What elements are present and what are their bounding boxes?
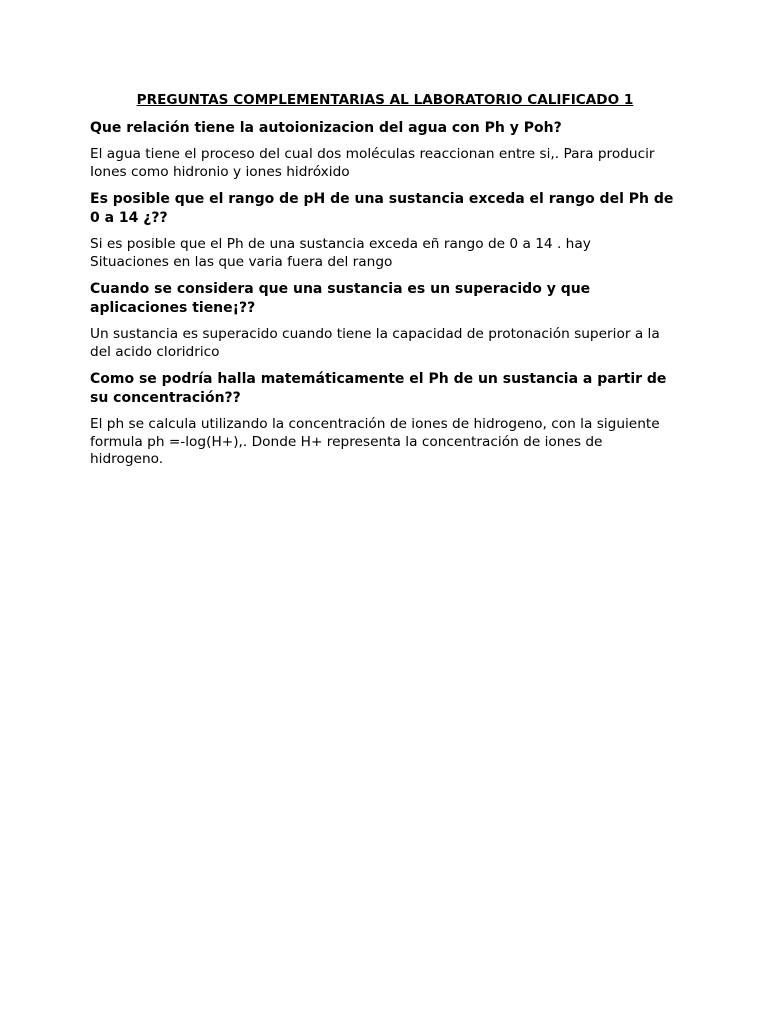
question-heading: Cuando se considera que una sustancia es un superacido y que aplicaciones tiene¡?? [90, 281, 591, 316]
question-heading: Como se podría halla matemáticamente el Ph de un sustancia a partir de su concentración?? [90, 371, 667, 406]
document-body [90, 91, 680, 478]
answer-line: del acido cloridrico [90, 343, 220, 360]
answer-line: formula ph =-log(H+),. Donde H+ representa la concentración de iones de [90, 433, 603, 450]
answer-line: Si es posible que el Ph de una sustancia exceda eñ rango de 0 a 14 . hay [90, 236, 591, 252]
answer-line: Un sustancia es superacido cuando tiene la capacidad de protonación superior a la [90, 326, 660, 342]
qa-section-2 [90, 190, 680, 271]
answer-line: Situaciones en las que varia fuera del rango [90, 253, 393, 270]
answer-paragraph [90, 236, 680, 271]
qa-section-1 [90, 119, 680, 181]
qa-section-3 [90, 280, 680, 361]
answer-paragraph [90, 416, 680, 469]
question-heading: Que relación tiene la autoionizacion del agua con Ph y Poh? [90, 120, 562, 136]
answer-line: hidrogeno. [90, 451, 164, 467]
qa-section-4 [90, 370, 680, 469]
answer-line: Iones como hidronio y iones hidróxido [90, 163, 350, 180]
answer-line: El agua tiene el proceso del cual dos moléculas reaccionan entre si,. Para producir [90, 146, 655, 162]
answer-paragraph [90, 326, 680, 361]
answer-line: El ph se calcula utilizando la concentración de iones de hidrogeno, con la siguiente [90, 416, 660, 432]
answer-paragraph [90, 146, 680, 181]
document-title: PREGUNTAS COMPLEMENTARIAS AL LABORATORIO CALIFICADO 1 [136, 92, 634, 108]
question-heading: Es posible que el rango de pH de una sustancia exceda el rango del Ph de 0 a 14 ¿?? [90, 191, 674, 226]
